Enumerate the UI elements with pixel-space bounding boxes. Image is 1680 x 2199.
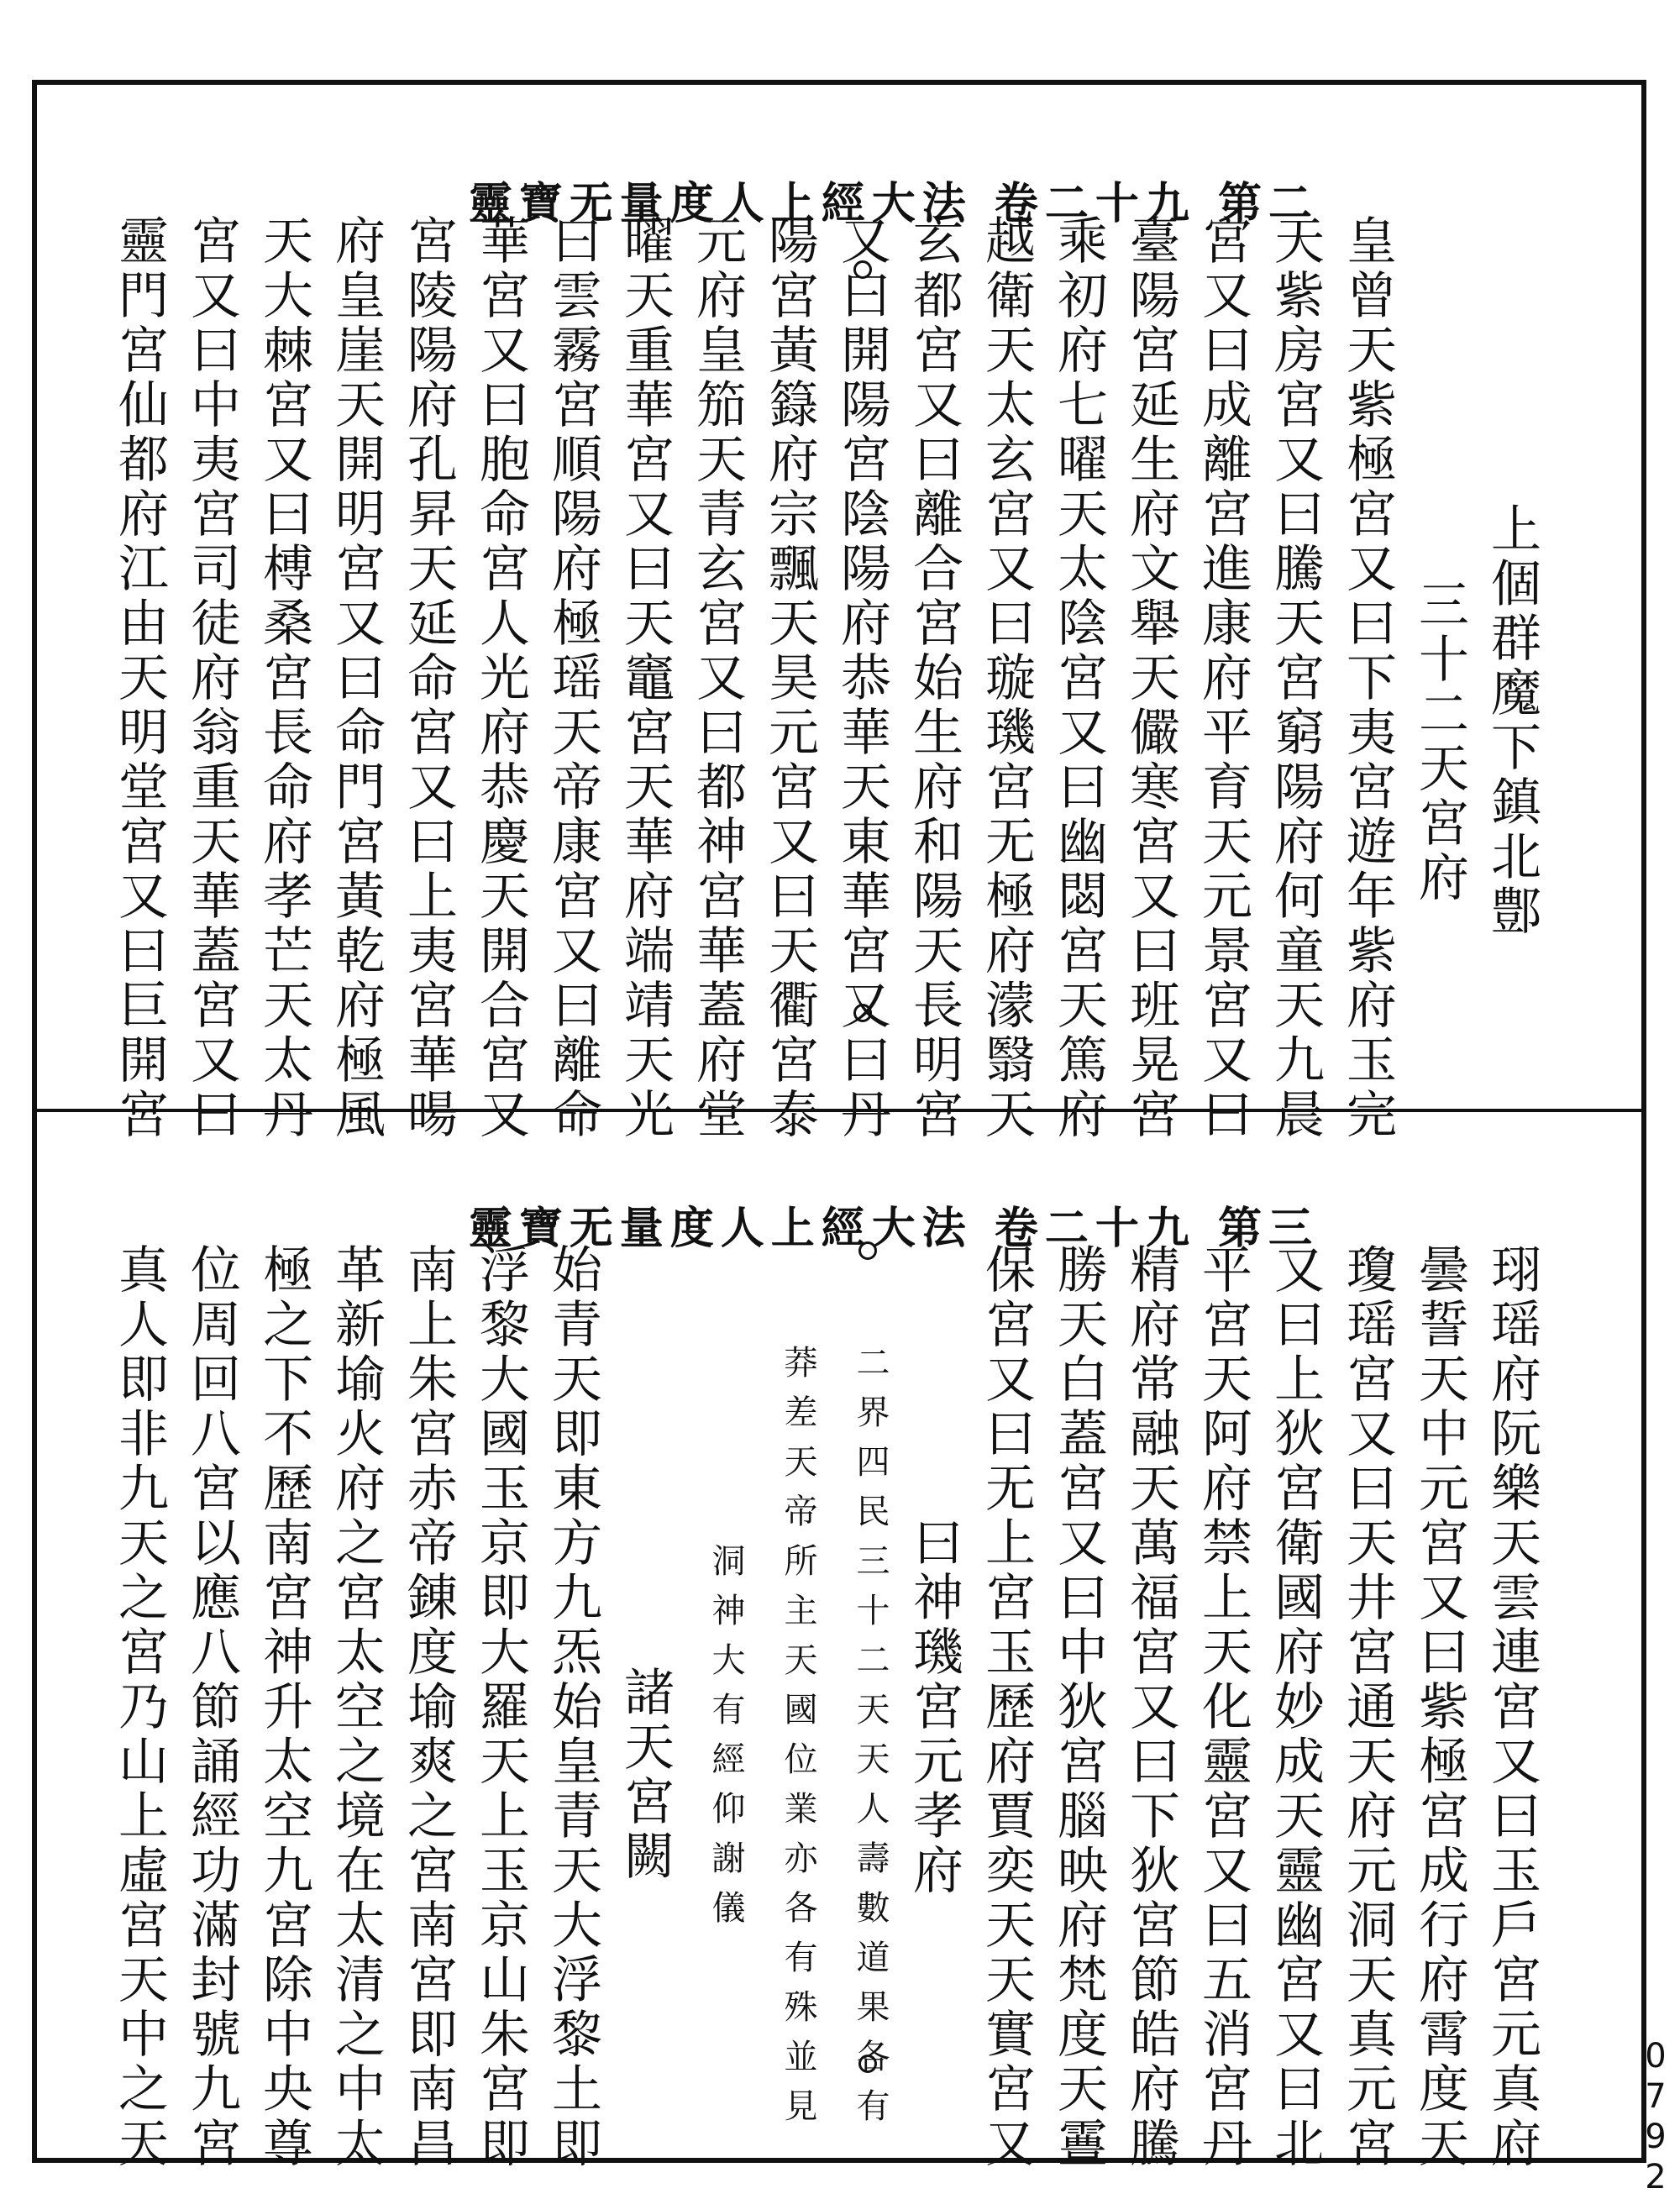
circle-mark-icon [853, 1004, 872, 1022]
top-page-text [92, 214, 1541, 1142]
text-column: 二界四民三十二天天人壽數道果各有 [851, 1344, 890, 2138]
text-column: 又曰上狄宮衛國府妙成天靈幽宮又曰北 [1266, 1243, 1325, 2171]
text-column: 天大棘宮又曰榑桑宮長命府孝芒天太丹 [255, 214, 313, 1142]
text-column: 上個群魔下鎮北鄷 [1483, 501, 1541, 939]
circle-mark-icon [853, 260, 872, 279]
top-page-header: 靈寶无量度人上經大法 卷二十九 第二 [468, 178, 1319, 229]
text-column: 浮黎大國玉京即大羅天上玉京山朱宮即 [471, 1243, 530, 2171]
text-column: 精府常融天萬福宮又曰下狄宮節皓府騰 [1121, 1243, 1180, 2171]
text-column: 位周回八宮以應八節誦經功滿封號九宮 [182, 1243, 241, 2171]
text-column: 珝瑶府阮樂天雲連宮又曰玉戶宮元真府 [1483, 1243, 1541, 2171]
text-column: 又曰開陽宮陰陽府恭華天東華宮又曰丹 [832, 214, 891, 1142]
text-column: 諸天宮闕 [616, 1665, 675, 1884]
text-column: 華宮又曰胞命宮人光府恭慶天開合宮又 [471, 214, 530, 1142]
circle-mark-icon [858, 1241, 877, 1260]
text-column: 宮又曰成離宮進康府平育天元景宮又曰 [1194, 214, 1252, 1142]
text-column: 府皇崖天開明宮又曰命門宮黃乾府極風 [327, 214, 386, 1142]
text-column: 天紫房宮又曰騰天宮窮陽府何童天九晨 [1266, 214, 1325, 1142]
text-column: 勝天白蓋宮又曰中狄宮腦映府梵度天霻 [1049, 1243, 1108, 2171]
text-column: 臺陽宮延生府文舉天儼寒宮又曰班晃宮 [1121, 214, 1180, 1142]
text-column: 曜天重華宮又曰天竈宮天華府端靖天光 [616, 214, 675, 1142]
text-column: 莽差天帝所主天國位業亦各有殊並見 [779, 1344, 817, 2138]
text-column: 三十二天宮府 [1410, 577, 1469, 905]
text-column: 皇曾天紫極宮又曰下夷宮遊年紫府玉完 [1338, 214, 1397, 1142]
bottom-page-text [92, 1243, 1541, 2171]
text-column: 陽宮黃籙府宗飄天昊元宮又曰天衢宮泰 [760, 214, 819, 1142]
text-column: 南上朱宮赤帝錬度堬爽之宮南宮即南昌 [399, 1243, 458, 2171]
text-column: 曇誓天中元宮又曰紫極宮成行府霄度天 [1410, 1243, 1469, 2171]
text-column: 瓊瑶宮又曰天井宮通天府元洞天真元宮 [1338, 1243, 1397, 2171]
text-column: 越衛天太玄宮又曰璇璣宮无極府濛翳天 [977, 214, 1036, 1142]
text-column: 洞神大有經仰謝儀 [706, 1542, 745, 1939]
text-column: 真人即非九天之宮乃山上虛宮天中之天 [110, 1243, 169, 2171]
text-column: 平宮天阿府禁上天化靈宮又曰五消宮丹 [1194, 1243, 1252, 2171]
text-column: 極之下不歷南宮神升太空九宮除中央尊 [255, 1243, 313, 2171]
text-column: 保宮又曰无上宮玉歷府賈奕天天實宮又 [977, 1243, 1036, 2171]
text-column: 宮陵陽府孔昇天延命宮又曰上夷宮華暘 [399, 214, 458, 1142]
text-column: 革新堬火府之宮太空之境在太清之中太 [327, 1243, 386, 2171]
page-number: 0792 [1636, 2037, 1675, 2198]
text-column: 曰雲霧宮順陽府極瑶天帝康宮又曰離命 [543, 214, 602, 1142]
text-column: 靈門宮仙都府江由天明堂宮又曰巨開宮 [110, 214, 169, 1142]
circle-mark-icon [858, 2055, 877, 2073]
text-column: 曰神璣宮元孝府 [905, 1516, 963, 1898]
text-column: 始青天即東方九炁始皇青天大浮黎土即 [543, 1243, 602, 2171]
text-column: 乘初府七曜天太陰宮又曰幽閟宮天篤府 [1049, 214, 1108, 1142]
text-column: 玄都宮又曰離合宮始生府和陽天長明宮 [905, 214, 963, 1142]
text-column: 元府皇笳天青玄宮又曰都神宮華蓋府堂 [688, 214, 747, 1142]
bottom-page-header: 靈寶无量度人上經大法 卷二十九 第三 [468, 1203, 1319, 1254]
text-column: 宮又曰中夷宮司徒府翁重天華蓋宮又曰 [182, 214, 241, 1142]
